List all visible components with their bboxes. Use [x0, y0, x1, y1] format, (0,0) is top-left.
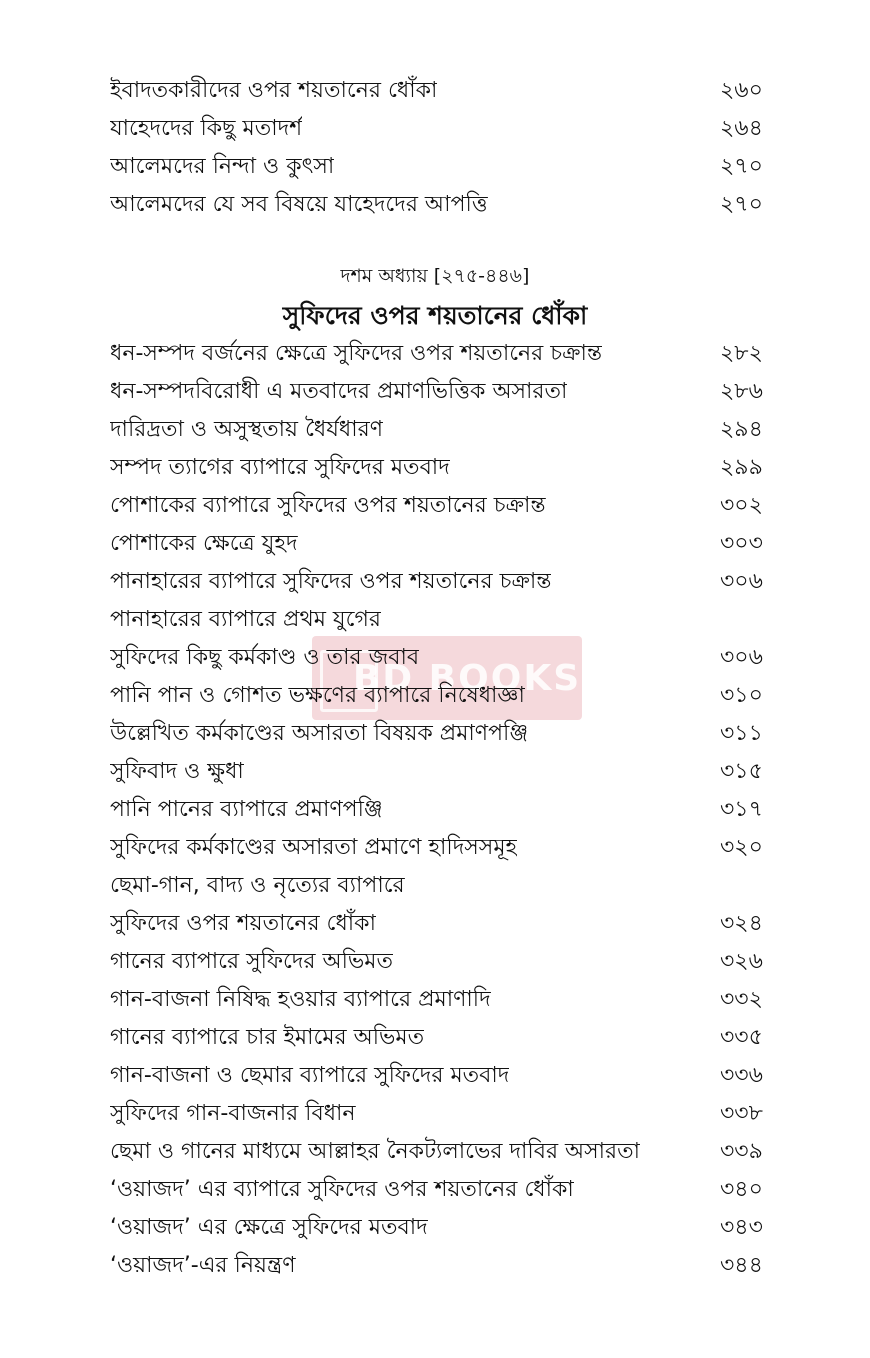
- toc-entry-title: ধন-সম্পদ বর্জনের ক্ষেত্রে সুফিদের ওপর শয়তানের চক্রান্ত: [110, 340, 603, 366]
- toc-entry: [110, 186, 780, 224]
- toc-entry-page: ২৯৪: [720, 416, 763, 442]
- toc-entry: [110, 525, 780, 563]
- toc-entry-title: সুফিবাদ ও ক্ষুধা: [110, 758, 244, 784]
- toc-entry-page: ২৬০: [720, 77, 763, 103]
- toc-entry: [110, 1095, 780, 1133]
- toc-entry-title: ছেমা ও গানের মাধ্যমে আল্লাহর নৈকট্যলাভের দাবির অসারতা: [110, 1138, 641, 1164]
- toc-entry-page: ৩৪৩: [720, 1214, 763, 1240]
- toc-entry-page: ৩৩৯: [720, 1138, 763, 1164]
- toc-entry: [110, 1171, 780, 1209]
- toc-entry-title: আলেমদের যে সব বিষয়ে যাহেদদের আপত্তি: [110, 191, 488, 217]
- toc-entry: [110, 1133, 780, 1171]
- toc-entry: [110, 148, 780, 186]
- toc-entry-page: ৩৩৫: [720, 1024, 763, 1050]
- toc-entry-title: উল্লেখিত কর্মকাণ্ডের অসারতা বিষয়ক প্রমাণপঞ্জি: [110, 720, 529, 746]
- toc-entry: [110, 1209, 780, 1247]
- toc-entry-title: পানাহারের ব্যাপারে প্রথম যুগের: [110, 606, 381, 632]
- toc-entry-page: ৩০৬: [720, 568, 763, 594]
- toc-entry-page: ৩১০: [720, 682, 763, 708]
- toc-entry-title: পানি পানের ব্যাপারে প্রমাণপঞ্জি: [110, 796, 383, 822]
- toc-entry: [110, 677, 780, 715]
- toc-entry-title: সুফিদের কর্মকাণ্ডের অসারতা প্রমাণে হাদিসসমূহ: [110, 834, 518, 860]
- toc-entry-page: ২৮২: [720, 340, 763, 366]
- toc-entry-page: ৩৪০: [720, 1176, 763, 1202]
- toc-entry-page: ৩৩৮: [720, 1100, 763, 1126]
- toc-entry-page: ৩২৪: [720, 910, 763, 936]
- toc-entry: [110, 373, 780, 411]
- toc-entry-page: ৩২৬: [720, 948, 763, 974]
- toc-entry: [110, 72, 780, 110]
- toc-entry-title: পোশাকের ব্যাপারে সুফিদের ওপর শয়তানের চক্রান্ত: [110, 492, 546, 518]
- toc-entry: [110, 487, 780, 525]
- toc-entry-page: ২৯৯: [720, 454, 763, 480]
- toc-entry: [110, 1057, 780, 1095]
- toc-entry-title: ‘ওয়াজদ’ এর ব্যাপারে সুফিদের ওপর শয়তানের ধোঁকা: [110, 1176, 574, 1202]
- toc-entry: [110, 110, 780, 148]
- chapter-heading: দশম অধ্যায় [২৭৫-৪৪৬]: [340, 265, 530, 287]
- toc-entry: [110, 1019, 780, 1057]
- toc-entry-page: ৩৩৬: [720, 1062, 763, 1088]
- toc-entry: [110, 335, 780, 373]
- toc-entry-title: পোশাকের ক্ষেত্রে যুহদ: [110, 530, 298, 556]
- toc-entry-title: সম্পদ ত্যাগের ব্যাপারে সুফিদের মতবাদ: [110, 454, 450, 480]
- toc-entry-page: ২৮৬: [720, 378, 763, 404]
- toc-entry: [110, 867, 780, 905]
- toc-entry-page: ৩১৭: [720, 796, 763, 822]
- toc-entry-page: ২৬৪: [720, 115, 763, 141]
- toc-entry: [110, 601, 780, 639]
- toc-entry-title: পানি পান ও গোশত ভক্ষণের ব্যাপারে নিষেধাজ্ঞা: [110, 682, 525, 708]
- toc-entry: [110, 791, 780, 829]
- toc-entry: [110, 981, 780, 1019]
- toc-entry: [110, 905, 780, 943]
- toc-entry: [110, 829, 780, 867]
- toc-entry-title: সুফিদের গান-বাজনার বিধান: [110, 1100, 356, 1126]
- toc-entry-page: ৩২০: [720, 834, 763, 860]
- toc-entry-page: ৩০৬: [720, 644, 763, 670]
- toc-entry-page: ৩০২: [720, 492, 763, 518]
- toc-entry-title: ইবাদতকারীদের ওপর শয়তানের ধোঁকা: [110, 77, 438, 103]
- toc-entry-title: গান-বাজনা ও ছেমার ব্যাপারে সুফিদের মতবাদ: [110, 1062, 510, 1088]
- toc-entry: [110, 715, 780, 753]
- toc-entry: [110, 943, 780, 981]
- toc-entry-title: সুফিদের ওপর শয়তানের ধোঁকা: [110, 910, 376, 936]
- toc-entry: [110, 639, 780, 677]
- toc-entry-page: ২৭০: [720, 153, 763, 179]
- toc-entry: [110, 449, 780, 487]
- toc-entry: [110, 753, 780, 791]
- toc-entry-title: ছেমা-গান, বাদ্য ও নৃত্যের ব্যাপারে: [110, 872, 405, 898]
- toc-entry-title: গান-বাজনা নিষিদ্ধ হওয়ার ব্যাপারে প্রমাণাদি: [110, 986, 491, 1012]
- toc-entry-page: ৩১১: [720, 720, 763, 746]
- toc-entry-title: আলেমদের নিন্দা ও কুৎসা: [110, 153, 335, 179]
- toc-entry-page: ৩১৫: [720, 758, 763, 784]
- chapter-title: সুফিদের ওপর শয়তানের ধোঁকা: [282, 301, 588, 330]
- toc-entry-page: ৩৩২: [720, 986, 763, 1012]
- toc-entry: [110, 1247, 780, 1285]
- toc-entry-title: পানাহারের ব্যাপারে সুফিদের ওপর শয়তানের চক্রান্ত: [110, 568, 552, 594]
- toc-entry-title: ‘ওয়াজদ’-এর নিয়ন্ত্রণ: [110, 1252, 296, 1278]
- toc-entry: [110, 411, 780, 449]
- toc-entry-title: দারিদ্রতা ও অসুস্থতায় ধৈর্যধারণ: [110, 416, 384, 442]
- toc-entry-title: গানের ব্যাপারে চার ইমামের অভিমত: [110, 1024, 425, 1050]
- toc-entry-title: সুফিদের কিছু কর্মকাণ্ড ও তার জবাব: [110, 644, 420, 670]
- toc-entry-page: ২৭০: [720, 191, 763, 217]
- toc-entry-title: ধন-সম্পদবিরোধী এ মতবাদের প্রমাণভিত্তিক অসারতা: [110, 378, 568, 404]
- watermark-text: BD BOOKS: [352, 657, 582, 699]
- toc-entry-title: গানের ব্যাপারে সুফিদের অভিমত: [110, 948, 393, 974]
- toc-entry-page: ৩০৩: [720, 530, 763, 556]
- toc-entry-title: যাহেদদের কিছু মতাদর্শ: [110, 115, 303, 141]
- toc-entry: [110, 563, 780, 601]
- toc-entry-title: ‘ওয়াজদ’ এর ক্ষেত্রে সুফিদের মতবাদ: [110, 1214, 428, 1240]
- toc-entry-page: ৩৪৪: [720, 1252, 763, 1278]
